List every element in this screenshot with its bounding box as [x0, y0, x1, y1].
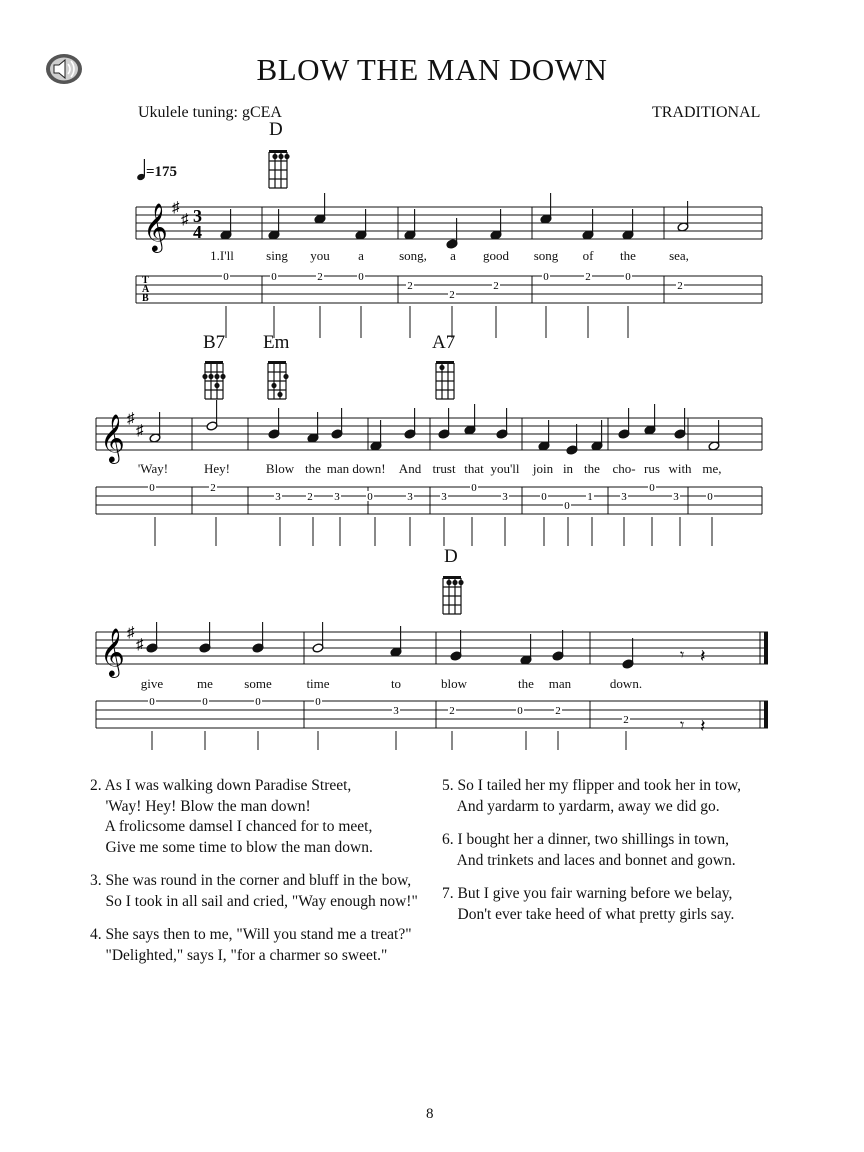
- lyric-word: you'll: [490, 461, 520, 476]
- lyric-word: the: [305, 461, 321, 476]
- tab-number: 3: [673, 491, 679, 503]
- lyric-word: down.: [609, 676, 643, 691]
- verses-right: [442, 776, 782, 938]
- verse-line: 4. She says then to me, "Will you stand me a treat?": [90, 926, 412, 943]
- lyric-word: blow: [441, 676, 467, 691]
- lyric-word: sing: [266, 248, 288, 263]
- verse-line: A frolicsome damsel I chanced for to meet,: [90, 818, 373, 835]
- tab-number: 0: [564, 500, 570, 512]
- verse-stanza: [90, 925, 430, 966]
- verse-stanza: [90, 776, 430, 858]
- verse-line: And yardarm to yardarm, away we did go.: [442, 797, 720, 815]
- lyric-word: to: [390, 676, 402, 691]
- lyric-word: in: [562, 461, 574, 476]
- tab-number: 0: [271, 271, 277, 283]
- tab-number: 0: [202, 696, 208, 708]
- tab-number: 2: [449, 705, 455, 717]
- tab-number: 2: [493, 280, 499, 292]
- lyric-word: give: [140, 676, 164, 691]
- tab-number: 0: [543, 271, 549, 283]
- tab-number: 0: [625, 271, 631, 283]
- chord-label-b7: B7: [203, 332, 226, 353]
- tab-number: 3: [621, 491, 627, 503]
- lyric-word: cho-: [612, 461, 636, 476]
- tab-letter-t: T: [142, 275, 149, 286]
- tab-number: 0: [315, 696, 321, 708]
- tab-number: 2: [210, 482, 216, 494]
- time-sig-bottom: 4: [193, 222, 202, 242]
- tab-number: 0: [149, 696, 155, 708]
- song-title: BLOW THE MAN DOWN: [256, 52, 608, 87]
- tempo-marking: =175: [146, 164, 178, 180]
- page-number: 8: [426, 1106, 434, 1122]
- tab-letter-a: A: [142, 284, 150, 295]
- lyric-word: man: [548, 676, 572, 691]
- lyric-word: you: [310, 248, 330, 263]
- lyric-word: down!: [352, 461, 386, 476]
- verse-line: Give me some time to blow the man down.: [90, 838, 373, 856]
- tab-number: 2: [307, 491, 313, 503]
- eighth-rest-tab: 𝄾: [680, 717, 685, 734]
- lyric-word: a: [358, 248, 364, 263]
- chord-label-a7: A7: [432, 332, 456, 353]
- lyric-word: 1.I'll: [210, 248, 234, 263]
- sharp-c-2: ♯: [136, 423, 144, 439]
- tab-number: 0: [517, 705, 523, 717]
- tab-number: 2: [677, 280, 683, 292]
- tab-number: 2: [449, 289, 455, 301]
- tab-number: 3: [334, 491, 340, 503]
- eighth-rest: 𝄾: [680, 647, 685, 664]
- sharp-c: ♯: [181, 212, 189, 228]
- lyric-word: 'Way!: [137, 461, 169, 476]
- chord-label-d2: D: [444, 546, 458, 567]
- verse-line: And trinkets and laces and bonnet and gown.: [442, 851, 736, 869]
- verse-stanza: [442, 830, 782, 871]
- tab-number: 0: [707, 491, 713, 503]
- verse-stanza: [442, 776, 782, 817]
- tab-number: 3: [502, 491, 508, 503]
- tab-number: 3: [407, 491, 413, 503]
- lyric-word: me,: [702, 461, 722, 476]
- lyric-word: the: [584, 461, 600, 476]
- sharp-f-3: ♯: [127, 625, 135, 641]
- lyric-word: song,: [399, 248, 427, 263]
- lyric-word: Blow: [265, 461, 295, 476]
- verse-line: 2. As I was walking down Paradise Street,: [90, 777, 352, 794]
- tab-number: 2: [623, 714, 629, 726]
- tuning-label: Ukulele tuning: gCEA: [138, 104, 282, 121]
- treble-clef: 𝄞: [143, 205, 168, 251]
- verse-line: 5. So I tailed her my flipper and took her in tow,: [442, 777, 742, 794]
- lyric-word: with: [668, 461, 692, 476]
- tab-number: 2: [407, 280, 413, 292]
- tab-number: 0: [255, 696, 261, 708]
- lyric-word: the: [518, 676, 534, 691]
- tab-number: 0: [223, 271, 229, 283]
- lyric-word: sea,: [669, 248, 689, 263]
- quarter-rest: 𝄽: [700, 646, 706, 666]
- verse-stanza: [90, 871, 430, 912]
- chord-label-em: Em: [263, 332, 290, 353]
- lyric-word: song: [533, 248, 559, 263]
- tab-number: 2: [317, 271, 323, 283]
- tab-number: 2: [585, 271, 591, 283]
- time-sig-top: 3: [193, 206, 202, 226]
- final-barline: [764, 632, 768, 664]
- lyric-word: join: [532, 461, 554, 476]
- verse-line: "Delighted," says I, "for a charmer so sweet.": [90, 946, 388, 964]
- lyric-word: good: [483, 248, 509, 263]
- tab-number: 2: [555, 705, 561, 717]
- sharp-f-2: ♯: [127, 411, 135, 427]
- lyric-word: a: [450, 248, 456, 263]
- lyric-word: time: [306, 676, 330, 691]
- lyric-word: of: [582, 248, 594, 263]
- lyric-word: that: [464, 461, 484, 476]
- tab-number: 0: [149, 482, 155, 494]
- lyric-word: trust: [432, 461, 456, 476]
- verse-line: 7. But I give you fair warning before we belay,: [442, 885, 733, 902]
- chord-label-d: D: [269, 119, 283, 140]
- tab-number: 3: [441, 491, 447, 503]
- treble-clef-2: 𝄞: [100, 416, 125, 462]
- lyric-word: Hey!: [204, 461, 230, 476]
- verse-line: So I took in all sail and cried, "Way enough now!": [90, 892, 418, 910]
- verses-left: [90, 776, 430, 979]
- verse-line: Don't ever take heed of what pretty girls say.: [442, 905, 735, 923]
- sharp-c-3: ♯: [136, 637, 144, 653]
- verse-line: 6. I bought her a dinner, two shillings in town,: [442, 831, 729, 848]
- attribution-label: TRADITIONAL: [652, 104, 761, 121]
- final-barline-tab: [764, 701, 768, 728]
- sharp-f: ♯: [172, 200, 180, 216]
- verse-line: 'Way! Hey! Blow the man down!: [90, 797, 311, 815]
- tab-number: 1: [587, 491, 593, 503]
- lyric-word: And: [398, 461, 422, 476]
- lyric-word: me: [197, 676, 213, 691]
- verse-line: 3. She was round in the corner and bluff in the bow,: [90, 872, 412, 889]
- tab-number: 0: [541, 491, 547, 503]
- tab-number: 0: [358, 271, 364, 283]
- lyric-word: the: [620, 248, 636, 263]
- tab-letter-b: B: [142, 293, 149, 304]
- lyric-word: some: [244, 676, 272, 691]
- verse-stanza: [442, 884, 782, 925]
- lyric-word: man: [326, 461, 350, 476]
- treble-clef-3: 𝄞: [100, 630, 125, 676]
- tab-number: 0: [649, 482, 655, 494]
- tab-number: 0: [471, 482, 477, 494]
- tab-number: 0: [367, 491, 373, 503]
- quarter-rest-tab: 𝄽: [700, 716, 706, 736]
- tab-number: 3: [275, 491, 281, 503]
- tab-number: 3: [393, 705, 399, 717]
- lyric-word: rus: [644, 461, 660, 476]
